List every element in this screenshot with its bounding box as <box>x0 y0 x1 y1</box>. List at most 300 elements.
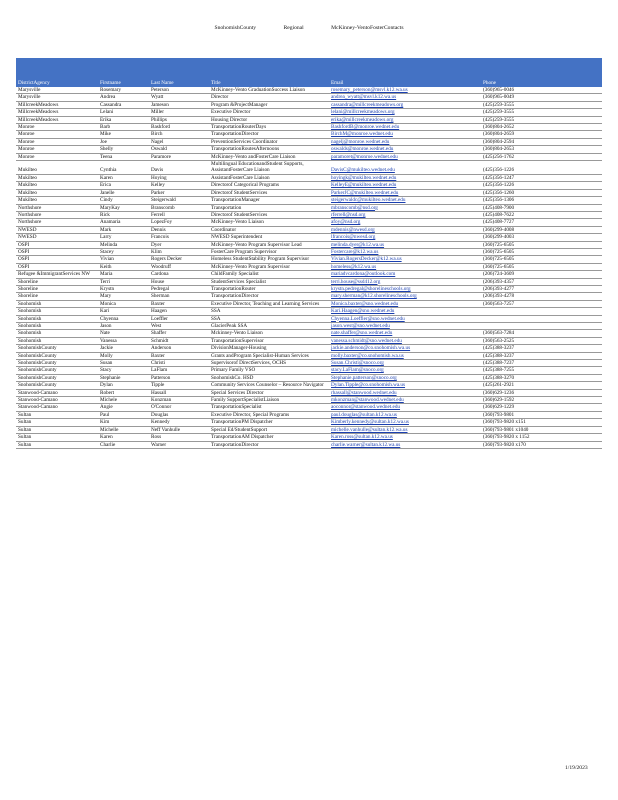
cell-phone: (425)408-7622 <box>481 211 602 218</box>
cell-email[interactable]: mary.sherman@k12.shorelineschools.org <box>329 293 481 300</box>
cell-title: TransportationRouterDays <box>209 124 329 131</box>
cell-district: Northshore <box>16 204 98 211</box>
cell-firstname: Lelani <box>98 109 149 116</box>
cell-title: TransportationDirector <box>209 293 329 300</box>
cell-email[interactable]: hoyingk@mukilteo.wednet.edu <box>329 174 481 181</box>
cell-lastname: Wyatt <box>149 94 209 101</box>
cell-phone: (360)563-2525 <box>481 337 602 344</box>
cell-district: Northshore <box>16 219 98 226</box>
cell-title: Program &ProjectManager <box>209 101 329 108</box>
cell-lastname: Douglas <box>149 411 209 418</box>
cell-title: McKinney-Vento GraduationSuccess Liaison <box>209 87 329 94</box>
table-row <box>16 131 602 138</box>
cell-email[interactable]: vanessa.schmidt@sno.wednet.edu <box>329 337 481 344</box>
cell-lastname: Klim <box>149 248 209 255</box>
cell-phone: (360)793-9820 x170 <box>481 441 602 448</box>
table-row <box>16 204 602 211</box>
cell-lastname: Baxter <box>149 300 209 307</box>
cell-firstname: Susan <box>98 360 149 367</box>
cell-email[interactable]: krystn.pedregal@shorelineschools.org <box>329 285 481 292</box>
table-row <box>16 404 602 411</box>
cell-district: Snohomish <box>16 330 98 337</box>
cell-firstname: Stacy <box>98 367 149 374</box>
cell-district: Monroe <box>16 146 98 153</box>
cell-email[interactable]: erika@millcreekmeadows.org <box>329 116 481 123</box>
cell-phone: (206)393-4278 <box>481 293 602 300</box>
cell-email[interactable]: Susan.Christi@snoco.org <box>329 360 481 367</box>
cell-lastname: Francois <box>149 234 209 241</box>
cell-phone: (360)629-1592 <box>481 397 602 404</box>
cell-district: Refugee &ImmigrantServices NW <box>16 271 98 278</box>
cell-title: Community Services Counselor – Resource Navigator <box>209 382 329 389</box>
cell-lastname: Cardona <box>149 271 209 278</box>
footer-date: 1/19/2023 <box>565 765 588 771</box>
cell-district: Snohomish <box>16 337 98 344</box>
column-header-phone: Phone <box>481 58 602 87</box>
cell-district: NWESD <box>16 226 98 233</box>
table-row <box>16 411 602 418</box>
cell-lastname: LaFlam <box>149 367 209 374</box>
table-row <box>16 285 602 292</box>
cell-lastname: Dyer <box>149 241 209 248</box>
cell-title: Directorof Categorical Programs <box>209 182 329 189</box>
cell-phone: (360)725-6505 <box>481 263 602 270</box>
cell-lastname: Patterson <box>149 374 209 381</box>
cell-phone <box>481 315 602 322</box>
cell-phone: (425)388-3237 <box>481 345 602 352</box>
table-header-row <box>16 58 602 87</box>
table-row <box>16 161 602 175</box>
cell-email[interactable]: BirchM@monroe.wednet.edu <box>329 131 481 138</box>
cell-lastname: Anderson <box>149 345 209 352</box>
cell-district: Sultan <box>16 426 98 433</box>
cell-lastname: Paramore <box>149 153 209 160</box>
table-row <box>16 94 602 101</box>
table-row <box>16 211 602 218</box>
cell-title: McKinney-Vento Program Supervisor <box>209 263 329 270</box>
cell-lastname: Loeffler <box>149 315 209 322</box>
cell-title: SnohomishCo. HSD <box>209 374 329 381</box>
cell-email[interactable]: charlie.warner@sultan.k12.wa.us <box>329 441 481 448</box>
cell-district: SnohomishCounty <box>16 345 98 352</box>
cell-lastname: Ferrell <box>149 211 209 218</box>
cell-district: Mukilteo <box>16 182 98 189</box>
cell-email[interactable]: lfrancois@nwesd.org <box>329 234 481 241</box>
cell-firstname: Angie <box>98 404 149 411</box>
cell-email[interactable]: Chyenna.Loeffler@sno.wednet.edu <box>329 315 481 322</box>
cell-title: McKinney-Vento Liaison <box>209 219 329 226</box>
cell-lastname: Haagen <box>149 308 209 315</box>
cell-lastname: Shaffer <box>149 330 209 337</box>
cell-title: Special Ed/StudentSupport <box>209 426 329 433</box>
table-row <box>16 174 602 181</box>
cell-email[interactable]: rosemary_peterson@msvl.k12.wa.us <box>329 87 481 94</box>
table-row <box>16 153 602 160</box>
cell-phone <box>481 308 602 315</box>
cell-phone: (425)259-3555 <box>481 116 602 123</box>
table-row <box>16 189 602 196</box>
cell-title: Directorof StudentServices <box>209 211 329 218</box>
cell-firstname: Monica <box>98 300 149 307</box>
cell-phone: (425)408-7727 <box>481 219 602 226</box>
cell-lastname: Pedregal <box>149 285 209 292</box>
table-row <box>16 293 602 300</box>
cell-phone: (425)259-3555 <box>481 101 602 108</box>
cell-firstname: Erika <box>98 116 149 123</box>
cell-lastname: Tipple <box>149 382 209 389</box>
cell-district: SnohomishCounty <box>16 360 98 367</box>
cell-district: Sultan <box>16 419 98 426</box>
cell-email[interactable]: mkonzman@stanwood.wednet.edu <box>329 397 481 404</box>
cell-email[interactable]: Karen.ross@sultan.k12.wa.us <box>329 434 481 441</box>
cell-email[interactable]: homeless@k12.wa.us <box>329 263 481 270</box>
cell-title: TransportationDirector <box>209 131 329 138</box>
table-row <box>16 271 602 278</box>
cell-firstname: Joe <box>98 138 149 145</box>
cell-firstname: MaryKay <box>98 204 149 211</box>
cell-title: TransportationPM Dispatcher <box>209 419 329 426</box>
cell-district: Monroe <box>16 131 98 138</box>
table-row <box>16 109 602 116</box>
cell-email[interactable]: jackie.anderson@co.snohomish.wa.us <box>329 345 481 352</box>
cell-phone: (360)629-1229 <box>481 404 602 411</box>
cell-district: SnohomishCounty <box>16 352 98 359</box>
cell-phone: (360)793-9820 x 1152 <box>481 434 602 441</box>
table-row <box>16 263 602 270</box>
table-row <box>16 248 602 255</box>
cell-firstname: Larry <box>98 234 149 241</box>
cell-lastname: Davis <box>149 161 209 175</box>
cell-phone: (360)804-2659 <box>481 131 602 138</box>
cell-firstname: Charlie <box>98 441 149 448</box>
table-row <box>16 352 602 359</box>
cell-phone: (360)804-2652 <box>481 124 602 131</box>
cell-firstname: Robert <box>98 389 149 396</box>
cell-title: TransportationSpecialist <box>209 404 329 411</box>
cell-lastname: Kennedy <box>149 419 209 426</box>
cell-phone: (360)804-2594 <box>481 138 602 145</box>
table-row <box>16 345 602 352</box>
cell-phone: (425)356-1306 <box>481 197 602 204</box>
cell-email[interactable]: aoconnor@stanwood.wednet.edu <box>329 404 481 411</box>
column-header-firstname: Firstname <box>98 58 149 87</box>
cell-lastname: Parker <box>149 189 209 196</box>
table-row <box>16 441 602 448</box>
cell-phone: (360)629-1236 <box>481 389 602 396</box>
cell-title: NWESD Superintendent <box>209 234 329 241</box>
cell-email[interactable]: andrea_wyatt@msvl.k12.wa.us <box>329 94 481 101</box>
cell-email[interactable]: mbranscomb@nsd.org <box>329 204 481 211</box>
cell-lastname: Miller <box>149 109 209 116</box>
cell-phone: (360)793-9801 <box>481 411 602 418</box>
cell-email[interactable]: oswalds@monroe.wednet.edu <box>329 146 481 153</box>
cell-email[interactable]: terri.house@ssd412.org <box>329 278 481 285</box>
cell-district: Stanwood-Camano <box>16 389 98 396</box>
cell-title: Transportation <box>209 204 329 211</box>
cell-district: Mukilteo <box>16 189 98 196</box>
cell-lastname: House <box>149 278 209 285</box>
contacts-table <box>16 58 602 449</box>
cell-lastname: Sherman <box>149 293 209 300</box>
table-row <box>16 234 602 241</box>
cell-district: Mukilteo <box>16 161 98 175</box>
cell-phone: (206)724-3609 <box>481 271 602 278</box>
table-row <box>16 419 602 426</box>
cell-firstname: Cynthia <box>98 161 149 175</box>
cell-email[interactable]: Kari.Haagen@sno.wednet.edu <box>329 308 481 315</box>
cell-lastname: O'Connor <box>149 404 209 411</box>
cell-firstname: Maria <box>98 271 149 278</box>
cell-phone: (425)356-1260 <box>481 189 602 196</box>
column-header-district: DistrictAgency <box>16 58 98 87</box>
cell-firstname: Terri <box>98 278 149 285</box>
table-row <box>16 278 602 285</box>
cell-email[interactable]: Fostercare@k12.wa.us <box>329 248 481 255</box>
cell-phone: (360)965-0046 <box>481 87 602 94</box>
cell-district: SnohomishCounty <box>16 367 98 374</box>
cell-phone: (425)388-3237 <box>481 352 602 359</box>
cell-phone <box>481 323 602 330</box>
cell-title: Homeless StudentStability Program Supervisor <box>209 256 329 263</box>
cell-title: Executive Director, Teaching and Learning Services <box>209 300 329 307</box>
cell-district: OSPI <box>16 263 98 270</box>
title-region: Regional <box>283 25 304 31</box>
table-row <box>16 434 602 441</box>
cell-district: OSPI <box>16 248 98 255</box>
table-row <box>16 315 602 322</box>
cell-firstname: Erica <box>98 182 149 189</box>
cell-email[interactable]: stacy.LaFlam@snoco.org <box>329 367 481 374</box>
cell-district: Shoreline <box>16 293 98 300</box>
cell-phone: (360)793-9820 x151 <box>481 419 602 426</box>
cell-firstname: Dylan <box>98 382 149 389</box>
cell-phone: (360)725-6505 <box>481 241 602 248</box>
cell-phone: (206)393-4357 <box>481 278 602 285</box>
cell-title: Coordinator <box>209 226 329 233</box>
cell-firstname: Michelle <box>98 426 149 433</box>
cell-firstname: Karen <box>98 434 149 441</box>
cell-district: MillcreekMeadows <box>16 101 98 108</box>
cell-district: Monroe <box>16 153 98 160</box>
cell-phone: (425)261-2921 <box>481 382 602 389</box>
cell-lastname: Rogers Decker <box>149 256 209 263</box>
table-row <box>16 146 602 153</box>
cell-email[interactable]: Vivian.RogersDecker@k12.wa.us <box>329 256 481 263</box>
cell-title: McKinney-Vento andFosterCare Liaison <box>209 153 329 160</box>
cell-district: OSPI <box>16 256 98 263</box>
cell-firstname: Mike <box>98 131 149 138</box>
cell-district: MillcreekMeadows <box>16 109 98 116</box>
table-row <box>16 182 602 189</box>
cell-email[interactable]: ParkerJC@mukilteo.wednet.edu <box>329 189 481 196</box>
cell-firstname: Jason <box>98 323 149 330</box>
cell-firstname: Karen <box>98 174 149 181</box>
cell-lastname: Peterson <box>149 87 209 94</box>
cell-title: Primary Family VSO <box>209 367 329 374</box>
cell-phone: (360)299-4003 <box>481 234 602 241</box>
table-body <box>16 87 602 448</box>
cell-title: PreventionServices Coordinator <box>209 138 329 145</box>
cell-title: Mckinney-Vento Liaison <box>209 330 329 337</box>
cell-phone: (360)965-0049 <box>481 94 602 101</box>
column-header-title: Title <box>209 58 329 87</box>
cell-firstname: Chyenna <box>98 315 149 322</box>
table-row <box>16 197 602 204</box>
cell-phone: (360)725-6505 <box>481 256 602 263</box>
cell-lastname: Baxter <box>149 352 209 359</box>
table-row <box>16 124 602 131</box>
cell-title: Executive Director <box>209 109 329 116</box>
cell-district: Sultan <box>16 434 98 441</box>
cell-lastname: Neff Vanhulle <box>149 426 209 433</box>
cell-district: Sultan <box>16 411 98 418</box>
cell-district: SnohomishCounty <box>16 382 98 389</box>
cell-title: FosterCare Program Supervisor <box>209 248 329 255</box>
table-row <box>16 256 602 263</box>
cell-lastname: Kelley <box>149 182 209 189</box>
cell-email[interactable]: rferrell@nsd.org <box>329 211 481 218</box>
table-row <box>16 426 602 433</box>
cell-firstname: Stephanie <box>98 374 149 381</box>
cell-phone: (425)256-1762 <box>481 153 602 160</box>
cell-lastname: Warner <box>149 441 209 448</box>
cell-title: McKinney-Vento Program Supervisor Lead <box>209 241 329 248</box>
cell-district: Stanwood-Camano <box>16 404 98 411</box>
cell-email[interactable]: nagelj@monroe.wednet.edu <box>329 138 481 145</box>
cell-phone: (360)804-2653 <box>481 146 602 153</box>
cell-phone: (425)388-7237 <box>481 360 602 367</box>
cell-district: Monroe <box>16 124 98 131</box>
cell-firstname: Jackie <box>98 345 149 352</box>
cell-phone: (425)388-3270 <box>481 374 602 381</box>
cell-email[interactable]: lelani@millcreekmeadows.org <box>329 109 481 116</box>
cell-district: Monroe <box>16 138 98 145</box>
cell-title: AssistantFosterCare Liaison <box>209 174 329 181</box>
cell-district: Snohomish <box>16 323 98 330</box>
cell-firstname: Stacey <box>98 248 149 255</box>
cell-title: SSA <box>209 308 329 315</box>
cell-phone: (425)388-7255 <box>481 367 602 374</box>
table-row <box>16 367 602 374</box>
cell-district: Marysville <box>16 87 98 94</box>
cell-lastname: Birch <box>149 131 209 138</box>
table-row <box>16 300 602 307</box>
cell-lastname: Schmidt <box>149 337 209 344</box>
cell-firstname: Janelle <box>98 189 149 196</box>
cell-district: Shoreline <box>16 285 98 292</box>
cell-title: DivisionManager-Housing <box>209 345 329 352</box>
cell-firstname: Vivian <box>98 256 149 263</box>
cell-firstname: Keith <box>98 263 149 270</box>
table-row <box>16 389 602 396</box>
cell-district: SnohomishCounty <box>16 374 98 381</box>
cell-email[interactable]: nate.shaffer@sno.wednet.edu <box>329 330 481 337</box>
cell-email[interactable]: steigerwaldc@mukilteo.wednet.edu <box>329 197 481 204</box>
cell-email[interactable]: michelle.vanhulle@sultan.k12.wa.us <box>329 426 481 433</box>
cell-title: Housing Director <box>209 116 329 123</box>
table-row <box>16 374 602 381</box>
cell-email[interactable]: afoy@nsd.org <box>329 219 481 226</box>
cell-phone: (360)793-9801 x1040 <box>481 426 602 433</box>
cell-lastname: Oswald <box>149 146 209 153</box>
cell-firstname: Mary <box>98 293 149 300</box>
cell-title: Multilingual EducationandStudent Supports, AssistantFosterCare Liaison <box>209 161 329 175</box>
cell-email[interactable]: rhassall@stanwood.wednet.edu <box>329 389 481 396</box>
cell-email[interactable]: Stephanie.patterson@snoco.org <box>329 374 481 381</box>
cell-email[interactable]: mariadvcardona@outlook.com <box>329 271 481 278</box>
table-row <box>16 323 602 330</box>
cell-email[interactable]: paramoret@monroe.wednet.edu <box>329 153 481 160</box>
cell-email[interactable]: Monica.baxter@sno.wednet.edu <box>329 300 481 307</box>
cell-email[interactable]: mdennis@nwesd.org <box>329 226 481 233</box>
table-row <box>16 138 602 145</box>
cell-firstname: Mark <box>98 226 149 233</box>
cell-email[interactable]: BashfordB@monroe.wednet.edu <box>329 124 481 131</box>
column-header-email: Email <box>329 58 481 87</box>
cell-firstname: Anamaria <box>98 219 149 226</box>
cell-firstname: Cindy <box>98 197 149 204</box>
cell-email[interactable]: paul.douglas@sultan.k12.wa.us <box>329 411 481 418</box>
cell-lastname: Woodruff <box>149 263 209 270</box>
cell-lastname: Hoying <box>149 174 209 181</box>
cell-title: Executive Director, Special Programs <box>209 411 329 418</box>
cell-title: Family SupportSpecialistLiaison <box>209 397 329 404</box>
table-row <box>16 219 602 226</box>
cell-email[interactable]: melinda.dyer@k12.wa.us <box>329 241 481 248</box>
cell-email[interactable]: DavisC@mukilteo.wednet.edu <box>329 161 481 175</box>
cell-lastname: Branscomb <box>149 204 209 211</box>
cell-firstname: Shelly <box>98 146 149 153</box>
cell-title: TransportationSupervisor <box>209 337 329 344</box>
cell-firstname: Nate <box>98 330 149 337</box>
cell-title: TransportationAM Dispatcher <box>209 434 329 441</box>
cell-firstname: Rick <box>98 211 149 218</box>
table-row <box>16 360 602 367</box>
cell-phone: (425)356-1226 <box>481 161 602 175</box>
cell-lastname: Nagel <box>149 138 209 145</box>
cell-firstname: Barb <box>98 124 149 131</box>
cell-email[interactable]: KelleyE@mukilteo.wednet.edu <box>329 182 481 189</box>
cell-firstname: Molly <box>98 352 149 359</box>
table-row <box>16 87 602 94</box>
cell-lastname: West <box>149 323 209 330</box>
title-county: SnohomishCounty <box>214 25 257 31</box>
cell-lastname: Bashford <box>149 124 209 131</box>
cell-email[interactable]: jason.west@sno.wednet.edu <box>329 323 481 330</box>
cell-phone: (360)299-4008 <box>481 226 602 233</box>
cell-firstname: Kari <box>98 308 149 315</box>
column-header-lastname: Last Name <box>149 58 209 87</box>
cell-lastname: Jameson <box>149 101 209 108</box>
cell-title: TransportationManager <box>209 197 329 204</box>
cell-lastname: Steigerwald <box>149 197 209 204</box>
cell-email[interactable]: Kimberly.kennedy@sultan.k12.wa.us <box>329 419 481 426</box>
cell-district: Marysville <box>16 94 98 101</box>
cell-phone: (425)356-1226 <box>481 182 602 189</box>
document-title <box>0 25 618 31</box>
cell-firstname: Teena <box>98 153 149 160</box>
table-row <box>16 382 602 389</box>
cell-email[interactable]: molly.baxter@co.snohomish.wa.us <box>329 352 481 359</box>
cell-email[interactable]: Dylan.Tipple@co.snohomish.wa.us <box>329 382 481 389</box>
cell-title: StudentServices Specialist <box>209 278 329 285</box>
cell-lastname: Hassall <box>149 389 209 396</box>
cell-district: Snohomish <box>16 315 98 322</box>
cell-firstname: Vanessa <box>98 337 149 344</box>
table-row <box>16 330 602 337</box>
cell-email[interactable]: cassandra@millcreekmeadows.org <box>329 101 481 108</box>
cell-district: Mukilteo <box>16 174 98 181</box>
